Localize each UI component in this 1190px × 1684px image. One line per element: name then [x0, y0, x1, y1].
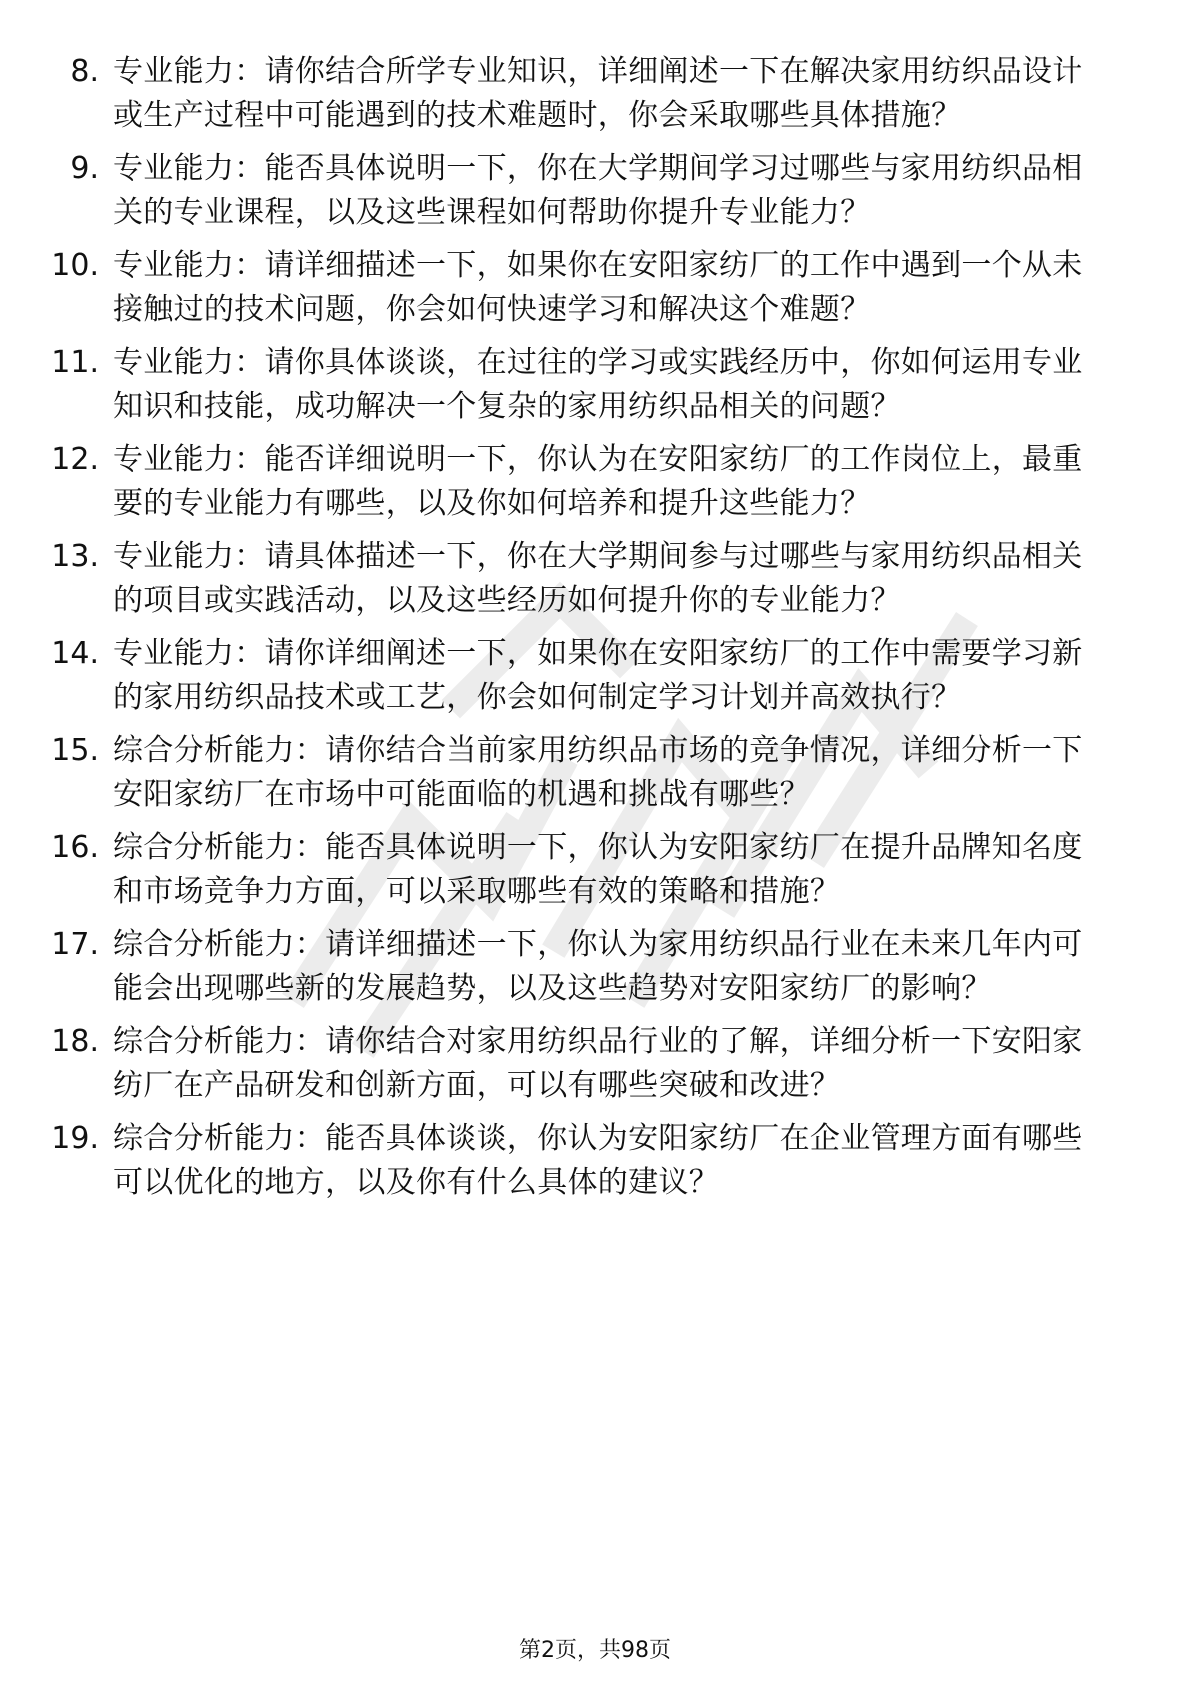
- question-text: 综合分析能力：请你结合当前家用纺织品市场的竞争情况，详细分析一下安阳家纺厂在市场中可能面临的机遇和挑战有哪些？: [113, 733, 1083, 812]
- question-item-11: [0, 341, 1190, 429]
- question-item-15: [0, 729, 1190, 817]
- question-text: 专业能力：请具体描述一下，你在大学期间参与过哪些与家用纺织品相关的项目或实践活动，以及这些经历如何提升你的专业能力？: [113, 539, 1083, 618]
- question-item-19: [0, 1117, 1190, 1205]
- question-item-8: [0, 50, 1190, 138]
- question-text: 专业能力：请你具体谈谈，在过往的学习或实践经历中，你如何运用专业知识和技能，成功解决一个复杂的家用纺织品相关的问题？: [113, 345, 1083, 424]
- question-number: 12.: [51, 442, 99, 477]
- question-number: 14.: [51, 636, 99, 671]
- question-item-17: [0, 923, 1190, 1011]
- question-number: 16.: [51, 830, 99, 865]
- question-item-10: [0, 244, 1190, 332]
- page-number-label: 第2页，共98页: [519, 1638, 671, 1663]
- question-number: 9.: [70, 151, 99, 186]
- question-item-9: [0, 147, 1190, 235]
- question-text: 专业能力：请详细描述一下，如果你在安阳家纺厂的工作中遇到一个从未接触过的技术问题，你会如何快速学习和解决这个难题？: [113, 248, 1083, 327]
- question-text: 专业能力：能否具体说明一下，你在大学期间学习过哪些与家用纺织品相关的专业课程，以及这些课程如何帮助你提升专业能力？: [113, 151, 1083, 230]
- question-text: 综合分析能力：能否具体谈谈，你认为安阳家纺厂在企业管理方面有哪些可以优化的地方，以及你有什么具体的建议？: [113, 1121, 1083, 1200]
- question-number: 10.: [51, 248, 99, 283]
- question-number: 15.: [51, 733, 99, 768]
- question-item-16: [0, 826, 1190, 914]
- question-item-14: [0, 632, 1190, 720]
- question-number: 19.: [51, 1121, 99, 1156]
- question-number: 8.: [70, 54, 99, 89]
- question-text: 专业能力：请你结合所学专业知识，详细阐述一下在解决家用纺织品设计或生产过程中可能遇到的技术难题时，你会采取哪些具体措施？: [113, 54, 1083, 133]
- question-text: 专业能力：能否详细说明一下，你认为在安阳家纺厂的工作岗位上，最重要的专业能力有哪些，以及你如何培养和提升这些能力？: [113, 442, 1083, 521]
- question-list: [0, 50, 1190, 1214]
- page-footer: [0, 1636, 1190, 1666]
- question-number: 18.: [51, 1024, 99, 1059]
- question-text: 综合分析能力：请详细描述一下，你认为家用纺织品行业在未来几年内可能会出现哪些新的发展趋势，以及这些趋势对安阳家纺厂的影响？: [113, 927, 1083, 1006]
- question-item-18: [0, 1020, 1190, 1108]
- question-text: 专业能力：请你详细阐述一下，如果你在安阳家纺厂的工作中需要学习新的家用纺织品技术或工艺，你会如何制定学习计划并高效执行？: [113, 636, 1083, 715]
- question-text: 综合分析能力：请你结合对家用纺织品行业的了解，详细分析一下安阳家纺厂在产品研发和创新方面，可以有哪些突破和改进？: [113, 1024, 1083, 1103]
- question-text: 综合分析能力：能否具体说明一下，你认为安阳家纺厂在提升品牌知名度和市场竞争力方面，可以采取哪些有效的策略和措施？: [113, 830, 1083, 909]
- question-item-12: [0, 438, 1190, 526]
- question-number: 17.: [51, 927, 99, 962]
- question-number: 11.: [51, 345, 99, 380]
- question-number: 13.: [51, 539, 99, 574]
- question-item-13: [0, 535, 1190, 623]
